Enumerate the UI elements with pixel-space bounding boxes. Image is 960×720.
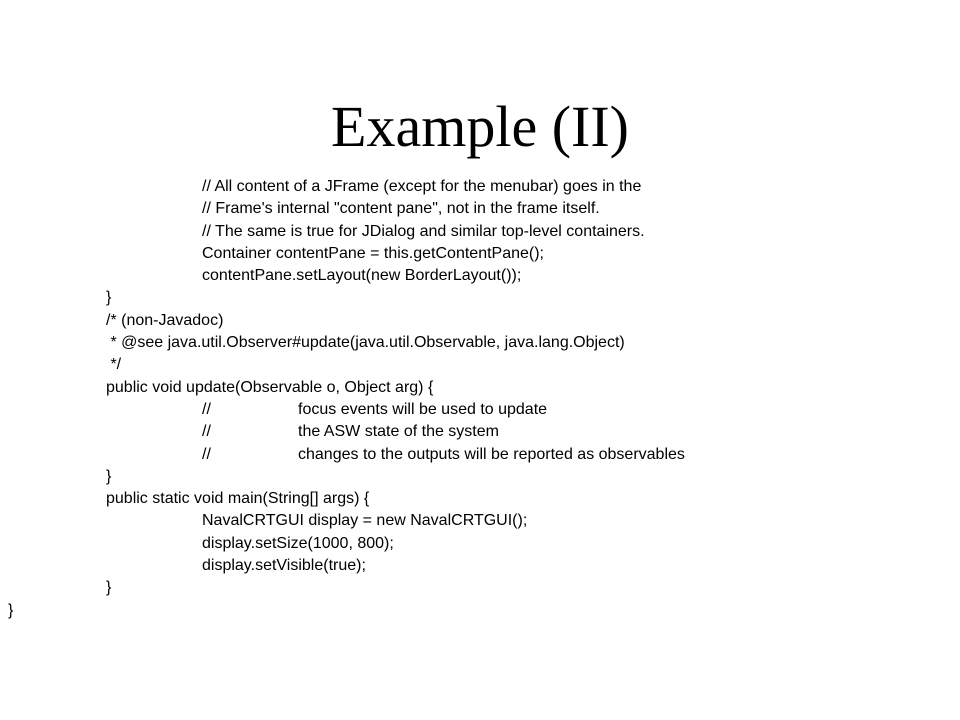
code-comment: /* (non-Javadoc) bbox=[106, 311, 224, 329]
code-line bbox=[0, 555, 960, 577]
code-line bbox=[0, 600, 960, 622]
code-comment: */ bbox=[106, 356, 122, 374]
code-line bbox=[0, 421, 960, 443]
code-line bbox=[0, 354, 960, 376]
code-line bbox=[0, 332, 960, 354]
code-statement: contentPane.setLayout(new BorderLayout()); bbox=[202, 267, 522, 285]
code-line bbox=[0, 310, 960, 332]
code-comment-slash: // bbox=[202, 400, 211, 418]
code-line bbox=[0, 198, 960, 220]
code-comment: * @see java.util.Observer#update(java.util.Observable, java.lang.Object) bbox=[106, 334, 625, 352]
code-line bbox=[0, 444, 960, 466]
code-line bbox=[0, 533, 960, 555]
code-closing-brace: } bbox=[106, 289, 112, 307]
code-line bbox=[0, 399, 960, 421]
code-statement: display.setVisible(true); bbox=[202, 557, 366, 575]
code-comment: focus events will be used to update bbox=[298, 400, 548, 418]
code-line bbox=[0, 265, 960, 287]
code-statement: NavalCRTGUI display = new NavalCRTGUI(); bbox=[202, 512, 528, 530]
code-line bbox=[0, 488, 960, 510]
code-closing-brace: } bbox=[106, 467, 112, 485]
code-line bbox=[0, 577, 960, 599]
code-statement: display.setSize(1000, 800); bbox=[202, 534, 394, 552]
code-comment: changes to the outputs will be reported as observables bbox=[298, 445, 685, 463]
code-comment: // All content of a JFrame (except for the menubar) goes in the bbox=[202, 178, 642, 195]
code-comment: // The same is true for JDialog and similar top-level containers. bbox=[202, 222, 645, 240]
code-line bbox=[0, 287, 960, 309]
code-comment: the ASW state of the system bbox=[298, 423, 499, 441]
code-line bbox=[0, 221, 960, 243]
code-comment-slash: // bbox=[202, 423, 211, 441]
code-closing-brace: } bbox=[106, 579, 112, 597]
code-line bbox=[0, 377, 960, 399]
code-method-signature: public static void main(String[] args) { bbox=[106, 490, 370, 508]
code-line bbox=[0, 243, 960, 265]
code-comment-slash: // bbox=[202, 445, 211, 463]
slide-title: Example (II) bbox=[331, 94, 629, 159]
code-line bbox=[0, 510, 960, 532]
code-closing-brace: } bbox=[8, 601, 14, 619]
code-line bbox=[0, 176, 960, 198]
code-statement: Container contentPane = this.getContentPane(); bbox=[202, 244, 544, 262]
code-method-signature: public void update(Observable o, Object arg) { bbox=[106, 378, 434, 396]
code-comment: // Frame's internal "content pane", not in the frame itself. bbox=[202, 200, 600, 218]
code-block bbox=[0, 176, 960, 622]
code-line bbox=[0, 466, 960, 488]
